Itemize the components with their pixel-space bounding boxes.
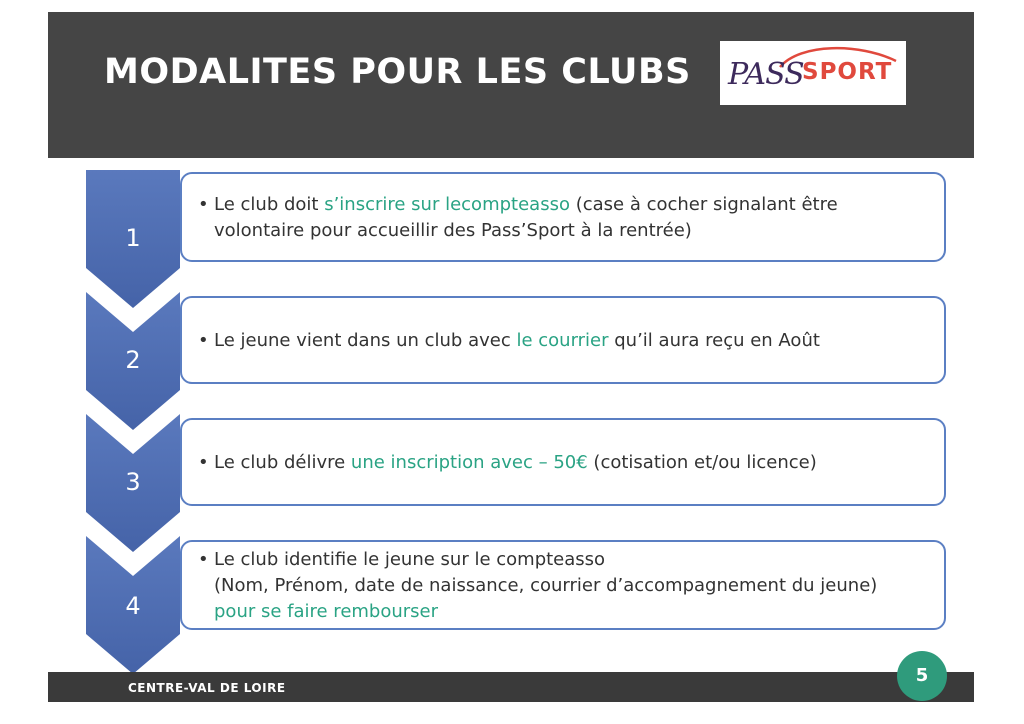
step-box-4 xyxy=(180,540,946,630)
step-box-2 xyxy=(180,296,946,384)
bullet-icon: • xyxy=(198,330,209,351)
step-box-3 xyxy=(180,418,946,506)
page-number-badge: 5 xyxy=(897,651,947,701)
step-highlight-4: pour se faire rembourser xyxy=(214,601,439,622)
step-text-4: • Le club identifie le jeune sur le compteasso (Nom, Prénom, date de naissance, courrier d’accompagnement du jeune) pour se faire rembourser xyxy=(196,547,924,625)
step-highlight-2: le courrier xyxy=(516,330,609,351)
step-number-4: 4 xyxy=(125,592,141,620)
bullet-icon: • xyxy=(198,549,209,570)
step-number-2: 2 xyxy=(125,346,141,374)
logo-sport-text: SPORT xyxy=(802,59,893,85)
page-title: MODALITES POUR LES CLUBS xyxy=(104,52,691,92)
step-highlight-1: s’inscrire sur lecompteasso xyxy=(324,194,570,215)
bullet-icon: • xyxy=(198,452,209,473)
step-highlight-3: une inscription avec – 50€ xyxy=(350,452,588,473)
step-text-2: • Le jeune vient dans un club avec le courrier qu’il aura reçu en Août xyxy=(196,328,924,354)
footer-region: CENTRE-VAL DE LOIRE xyxy=(128,681,286,695)
step-box-1 xyxy=(180,172,946,262)
logo-pass-text: PASS xyxy=(728,57,804,92)
bullet-icon: • xyxy=(198,194,209,215)
step-text-1: • Le club doit s’inscrire sur lecompteasso (case à cocher signalant être volontaire pour accueillir des Pass’Sport à la rentrée) xyxy=(198,194,838,241)
step-text-3: • Le club délivre une inscription avec – 50€ (cotisation et/ou licence) xyxy=(196,450,924,476)
step-number-3: 3 xyxy=(125,468,141,496)
footer-bar xyxy=(48,672,974,702)
step-number-1: 1 xyxy=(125,224,141,252)
